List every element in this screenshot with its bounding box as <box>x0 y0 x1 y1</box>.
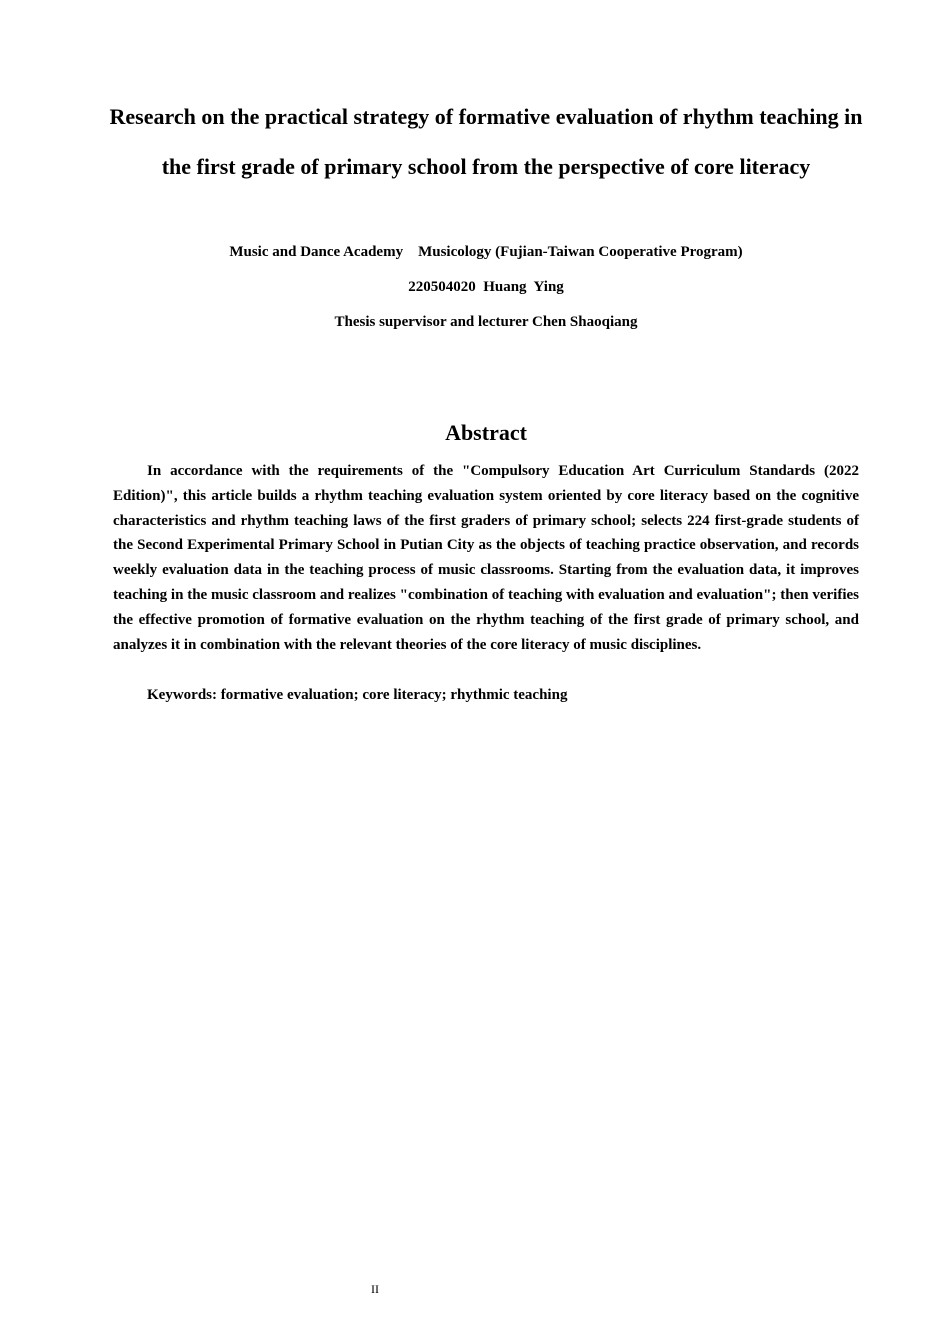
thesis-title: Research on the practical strategy of formative evaluation of rhythm teaching in the first grade of primary school from the perspective of core literacy <box>109 104 863 179</box>
page-number: II <box>371 1282 379 1296</box>
keywords-line: Keywords: formative evaluation; core literacy; rhythmic teaching <box>147 687 568 703</box>
thesis-supervisor: Thesis supervisor and lecturer Chen Shaoqiang <box>334 314 638 330</box>
author-affiliation: Music and Dance Academy Musicology (Fujian-Taiwan Cooperative Program) <box>229 244 743 260</box>
student-id-name: 220504020 Huang Ying <box>408 279 564 295</box>
abstract-body: In accordance with the requirements of the "Compulsory Education Art Curriculum Standards (2022 Edition)", this article builds a rhythm teaching evaluation system oriented by core literacy based on the cognitive characteristics and rhythm teaching laws of the first graders of primary school; selects 224 first-grade students of the Second Experimental Primary School in Putian City as the objects of teaching practice observation, and records weekly evaluation data in the teaching process of music classrooms. Starting from the evaluation data, it improves teaching in the music classroom and realizes "combination of teaching with evaluation and evaluation"; then verifies the effective promotion of formative evaluation on the rhythm teaching of the first grade of primary school, and analyzes it in combination with the relevant theories of the core literacy of music disciplines. <box>113 463 859 653</box>
abstract-heading: Abstract <box>445 420 527 445</box>
